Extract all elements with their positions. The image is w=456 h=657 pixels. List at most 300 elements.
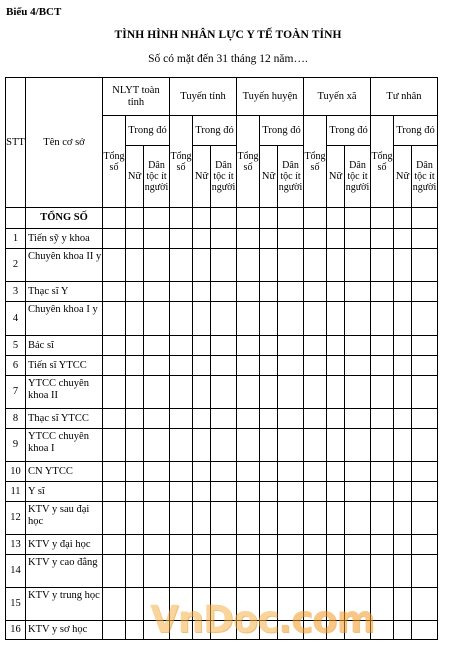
data-cell <box>345 249 371 282</box>
data-cell <box>126 482 144 502</box>
data-cell <box>103 482 126 502</box>
data-cell <box>211 302 237 336</box>
data-cell <box>371 502 394 535</box>
header-total: Tổng số <box>170 116 193 208</box>
data-cell <box>193 376 211 409</box>
watermark-logo <box>150 598 374 641</box>
data-cell <box>237 462 260 482</box>
data-cell <box>193 208 211 229</box>
data-cell <box>371 356 394 376</box>
data-cell <box>394 249 412 282</box>
data-cell <box>278 555 304 588</box>
data-cell <box>193 462 211 482</box>
data-cell <box>193 229 211 249</box>
data-cell <box>327 535 345 555</box>
data-cell <box>304 535 327 555</box>
table-row <box>6 302 438 336</box>
data-cell <box>260 302 278 336</box>
data-cell <box>345 376 371 409</box>
data-cell <box>193 409 211 429</box>
table-row <box>6 555 438 588</box>
data-cell <box>126 535 144 555</box>
data-cell <box>304 462 327 482</box>
row-name: KTV y sơ học <box>26 621 103 640</box>
row-number: 2 <box>6 249 26 282</box>
data-cell <box>144 356 170 376</box>
data-cell <box>126 462 144 482</box>
header-group-commune: Tuyến xã <box>304 78 371 116</box>
data-cell <box>103 229 126 249</box>
data-cell <box>371 208 394 229</box>
header-female: Nữ <box>394 146 412 208</box>
data-cell <box>126 588 144 621</box>
header-group-provincial: Tuyến tỉnh <box>170 78 237 116</box>
header-of-which: Trong đó <box>193 116 237 146</box>
header-total: Tổng số <box>304 116 327 208</box>
data-cell <box>103 336 126 356</box>
table-row <box>6 376 438 409</box>
data-cell <box>170 376 193 409</box>
data-cell <box>412 535 438 555</box>
data-cell <box>103 376 126 409</box>
row-number: 10 <box>6 462 26 482</box>
data-cell <box>327 462 345 482</box>
row-name: CN YTCC <box>26 462 103 482</box>
data-cell <box>327 336 345 356</box>
data-cell <box>327 429 345 462</box>
table-row <box>6 249 438 282</box>
data-cell <box>103 502 126 535</box>
row-name: KTV y cao đẳng <box>26 555 103 588</box>
data-cell <box>237 229 260 249</box>
data-cell <box>126 621 144 640</box>
data-cell <box>170 208 193 229</box>
header-total: Tổng số <box>237 116 260 208</box>
data-cell <box>260 282 278 302</box>
data-cell <box>371 409 394 429</box>
data-cell <box>193 502 211 535</box>
data-cell <box>394 535 412 555</box>
table-row <box>6 282 438 302</box>
data-cell <box>327 356 345 376</box>
data-cell <box>260 482 278 502</box>
data-cell <box>394 336 412 356</box>
data-cell <box>345 535 371 555</box>
data-cell <box>170 356 193 376</box>
data-cell <box>103 535 126 555</box>
data-cell <box>345 429 371 462</box>
data-cell <box>412 621 438 640</box>
row-name: Thạc sĩ Y <box>26 282 103 302</box>
row-number: 9 <box>6 429 26 462</box>
data-cell <box>412 336 438 356</box>
header-female: Nữ <box>193 146 211 208</box>
data-cell <box>237 302 260 336</box>
data-cell <box>193 336 211 356</box>
data-cell <box>237 249 260 282</box>
data-cell <box>304 429 327 462</box>
row-name: YTCC chuyên khoa I <box>26 429 103 462</box>
data-cell <box>412 482 438 502</box>
data-cell <box>144 555 170 588</box>
data-cell <box>304 555 327 588</box>
data-cell <box>211 229 237 249</box>
data-cell <box>103 555 126 588</box>
data-cell <box>412 429 438 462</box>
row-name: KTV y sau đại học <box>26 502 103 535</box>
header-group-district: Tuyến huyện <box>237 78 304 116</box>
data-cell <box>103 208 126 229</box>
data-cell <box>170 336 193 356</box>
data-cell <box>193 482 211 502</box>
data-cell <box>371 482 394 502</box>
data-cell <box>260 462 278 482</box>
data-cell <box>170 502 193 535</box>
data-cell <box>144 462 170 482</box>
data-cell <box>394 429 412 462</box>
data-cell <box>371 229 394 249</box>
data-cell <box>170 429 193 462</box>
data-cell <box>170 482 193 502</box>
row-number: 1 <box>6 229 26 249</box>
data-cell <box>237 282 260 302</box>
data-cell <box>304 356 327 376</box>
data-cell <box>211 208 237 229</box>
header-ethnic: Dân tộc ít người <box>144 146 170 208</box>
data-cell <box>260 535 278 555</box>
data-cell <box>412 409 438 429</box>
data-cell <box>394 356 412 376</box>
table-row <box>6 462 438 482</box>
data-cell <box>278 482 304 502</box>
data-cell <box>260 502 278 535</box>
data-cell <box>304 409 327 429</box>
data-cell <box>345 282 371 302</box>
data-cell <box>327 208 345 229</box>
header-female: Nữ <box>327 146 345 208</box>
row-number: 6 <box>6 356 26 376</box>
data-cell <box>103 621 126 640</box>
data-cell <box>170 302 193 336</box>
data-cell <box>304 502 327 535</box>
data-cell <box>327 502 345 535</box>
data-cell <box>211 535 237 555</box>
data-cell <box>126 336 144 356</box>
header-of-which: Trong đó <box>126 116 170 146</box>
data-cell <box>144 429 170 462</box>
row-number: 13 <box>6 535 26 555</box>
data-cell <box>260 376 278 409</box>
data-cell <box>170 535 193 555</box>
data-cell <box>371 336 394 356</box>
data-cell <box>278 302 304 336</box>
data-cell <box>304 376 327 409</box>
table-row <box>6 229 438 249</box>
header-ethnic: Dân tộc ít người <box>345 146 371 208</box>
data-cell <box>412 302 438 336</box>
data-cell <box>304 482 327 502</box>
data-cell <box>211 249 237 282</box>
header-total: Tổng số <box>103 116 126 208</box>
data-cell <box>237 208 260 229</box>
data-cell <box>237 409 260 429</box>
data-cell <box>260 336 278 356</box>
data-cell <box>126 409 144 429</box>
data-cell <box>327 482 345 502</box>
data-cell <box>371 282 394 302</box>
data-cell <box>144 535 170 555</box>
data-cell <box>412 555 438 588</box>
data-cell <box>394 621 412 640</box>
table-row <box>6 336 438 356</box>
header-of-which: Trong đó <box>260 116 304 146</box>
data-cell <box>278 356 304 376</box>
data-cell <box>278 208 304 229</box>
data-cell <box>327 409 345 429</box>
row-name: Y sĩ <box>26 482 103 502</box>
data-cell <box>103 429 126 462</box>
header-female: Nữ <box>260 146 278 208</box>
data-cell <box>345 336 371 356</box>
row-name: Thạc sĩ YTCC <box>26 409 103 429</box>
data-cell <box>126 502 144 535</box>
row-number: 11 <box>6 482 26 502</box>
data-cell <box>237 555 260 588</box>
data-cell <box>260 229 278 249</box>
data-cell <box>345 462 371 482</box>
data-cell <box>211 336 237 356</box>
data-cell <box>327 555 345 588</box>
data-cell <box>345 229 371 249</box>
data-cell <box>211 462 237 482</box>
data-cell <box>170 409 193 429</box>
data-cell <box>394 482 412 502</box>
data-cell <box>371 555 394 588</box>
row-number: 7 <box>6 376 26 409</box>
table-row <box>6 429 438 462</box>
data-cell <box>144 376 170 409</box>
header-female: Nữ <box>126 146 144 208</box>
data-cell <box>371 376 394 409</box>
data-cell <box>193 535 211 555</box>
data-cell <box>327 282 345 302</box>
data-cell <box>394 376 412 409</box>
row-number: 8 <box>6 409 26 429</box>
data-cell <box>412 462 438 482</box>
total-row <box>6 208 438 229</box>
data-cell <box>144 336 170 356</box>
table-row <box>6 409 438 429</box>
data-cell <box>278 409 304 429</box>
total-row-label: TỔNG SỐ <box>26 208 103 229</box>
data-cell <box>278 535 304 555</box>
form-code: Biểu 4/BCT <box>6 6 62 18</box>
data-cell <box>412 229 438 249</box>
row-number: 5 <box>6 336 26 356</box>
data-cell <box>304 229 327 249</box>
data-cell <box>170 555 193 588</box>
data-cell <box>144 409 170 429</box>
data-cell <box>144 502 170 535</box>
data-cell <box>103 302 126 336</box>
data-cell <box>211 482 237 502</box>
data-cell <box>170 249 193 282</box>
data-cell <box>211 502 237 535</box>
data-cell <box>193 302 211 336</box>
data-cell <box>345 356 371 376</box>
data-cell <box>211 376 237 409</box>
data-cell <box>103 249 126 282</box>
data-cell <box>304 282 327 302</box>
data-cell <box>278 502 304 535</box>
header-name: Tên cơ sở <box>26 78 103 208</box>
data-cell <box>327 229 345 249</box>
data-cell <box>237 356 260 376</box>
data-cell <box>345 482 371 502</box>
data-cell <box>126 249 144 282</box>
data-cell <box>371 249 394 282</box>
data-cell <box>304 302 327 336</box>
row-number: 4 <box>6 302 26 336</box>
header-stt: STT <box>6 78 26 208</box>
data-cell <box>126 555 144 588</box>
row-name: KTV y đại học <box>26 535 103 555</box>
data-cell <box>211 282 237 302</box>
row-number: 16 <box>6 621 26 640</box>
data-cell <box>394 229 412 249</box>
data-cell <box>345 409 371 429</box>
header-ethnic: Dân tộc ít người <box>412 146 438 208</box>
data-cell <box>345 208 371 229</box>
data-cell <box>126 302 144 336</box>
data-cell <box>144 482 170 502</box>
data-cell <box>412 502 438 535</box>
data-cell <box>412 356 438 376</box>
data-cell <box>260 249 278 282</box>
table-row <box>6 356 438 376</box>
header-total: Tổng số <box>371 116 394 208</box>
data-cell <box>103 588 126 621</box>
data-cell <box>371 535 394 555</box>
data-cell <box>103 282 126 302</box>
data-cell <box>371 302 394 336</box>
data-cell <box>144 282 170 302</box>
data-cell <box>278 282 304 302</box>
data-cell <box>211 429 237 462</box>
data-cell <box>394 462 412 482</box>
data-cell <box>260 409 278 429</box>
data-cell <box>170 282 193 302</box>
data-cell <box>260 356 278 376</box>
data-cell <box>126 229 144 249</box>
data-cell <box>170 229 193 249</box>
data-cell <box>260 429 278 462</box>
data-cell <box>412 588 438 621</box>
data-cell <box>345 555 371 588</box>
data-cell <box>304 336 327 356</box>
data-cell <box>170 462 193 482</box>
data-cell <box>260 555 278 588</box>
header-group-private: Tư nhân <box>371 78 438 116</box>
data-cell <box>260 208 278 229</box>
data-cell <box>126 356 144 376</box>
data-cell <box>193 555 211 588</box>
data-cell <box>193 356 211 376</box>
report-subtitle: Số có mặt đến 31 tháng 12 năm…. <box>148 53 308 65</box>
data-cell <box>345 502 371 535</box>
header-group-province-total: NLYT toàn tỉnh <box>103 78 170 116</box>
data-cell <box>211 356 237 376</box>
data-cell <box>237 502 260 535</box>
data-cell <box>237 336 260 356</box>
data-cell <box>144 229 170 249</box>
data-cell <box>278 229 304 249</box>
data-cell <box>103 356 126 376</box>
data-cell <box>394 282 412 302</box>
data-cell <box>278 336 304 356</box>
total-stt-cell <box>6 208 26 229</box>
data-cell <box>327 376 345 409</box>
staffing-table <box>5 77 438 640</box>
data-cell <box>394 502 412 535</box>
report-title: TÌNH HÌNH NHÂN LỰC Y TẾ TOÀN TỈNH <box>114 29 342 41</box>
header-of-which: Trong đó <box>327 116 371 146</box>
data-cell <box>144 208 170 229</box>
data-cell <box>394 555 412 588</box>
watermark-domain: .com <box>278 598 375 641</box>
data-cell <box>278 462 304 482</box>
data-cell <box>193 249 211 282</box>
table-row <box>6 502 438 535</box>
data-cell <box>237 482 260 502</box>
data-cell <box>345 302 371 336</box>
data-cell <box>412 282 438 302</box>
data-cell <box>144 302 170 336</box>
data-cell <box>193 429 211 462</box>
row-number: 3 <box>6 282 26 302</box>
data-cell <box>371 429 394 462</box>
data-cell <box>412 376 438 409</box>
data-cell <box>103 409 126 429</box>
row-number: 15 <box>6 588 26 621</box>
data-cell <box>394 302 412 336</box>
data-cell <box>304 249 327 282</box>
row-number: 12 <box>6 502 26 535</box>
data-cell <box>103 462 126 482</box>
data-cell <box>327 302 345 336</box>
data-cell <box>144 249 170 282</box>
header-ethnic: Dân tộc ít người <box>278 146 304 208</box>
data-cell <box>327 249 345 282</box>
data-cell <box>211 409 237 429</box>
data-cell <box>126 208 144 229</box>
header-ethnic: Dân tộc ít người <box>211 146 237 208</box>
data-cell <box>237 535 260 555</box>
data-cell <box>237 376 260 409</box>
table-row <box>6 482 438 502</box>
data-cell <box>193 282 211 302</box>
data-cell <box>304 208 327 229</box>
watermark-text: VnDoc <box>150 598 279 641</box>
data-cell <box>126 376 144 409</box>
row-name: Tiến sĩ YTCC <box>26 356 103 376</box>
data-cell <box>278 376 304 409</box>
data-cell <box>394 588 412 621</box>
row-name: Tiến sỹ y khoa <box>26 229 103 249</box>
table-row <box>6 535 438 555</box>
row-name: YTCC chuyên khoa II <box>26 376 103 409</box>
row-name: Bác sĩ <box>26 336 103 356</box>
